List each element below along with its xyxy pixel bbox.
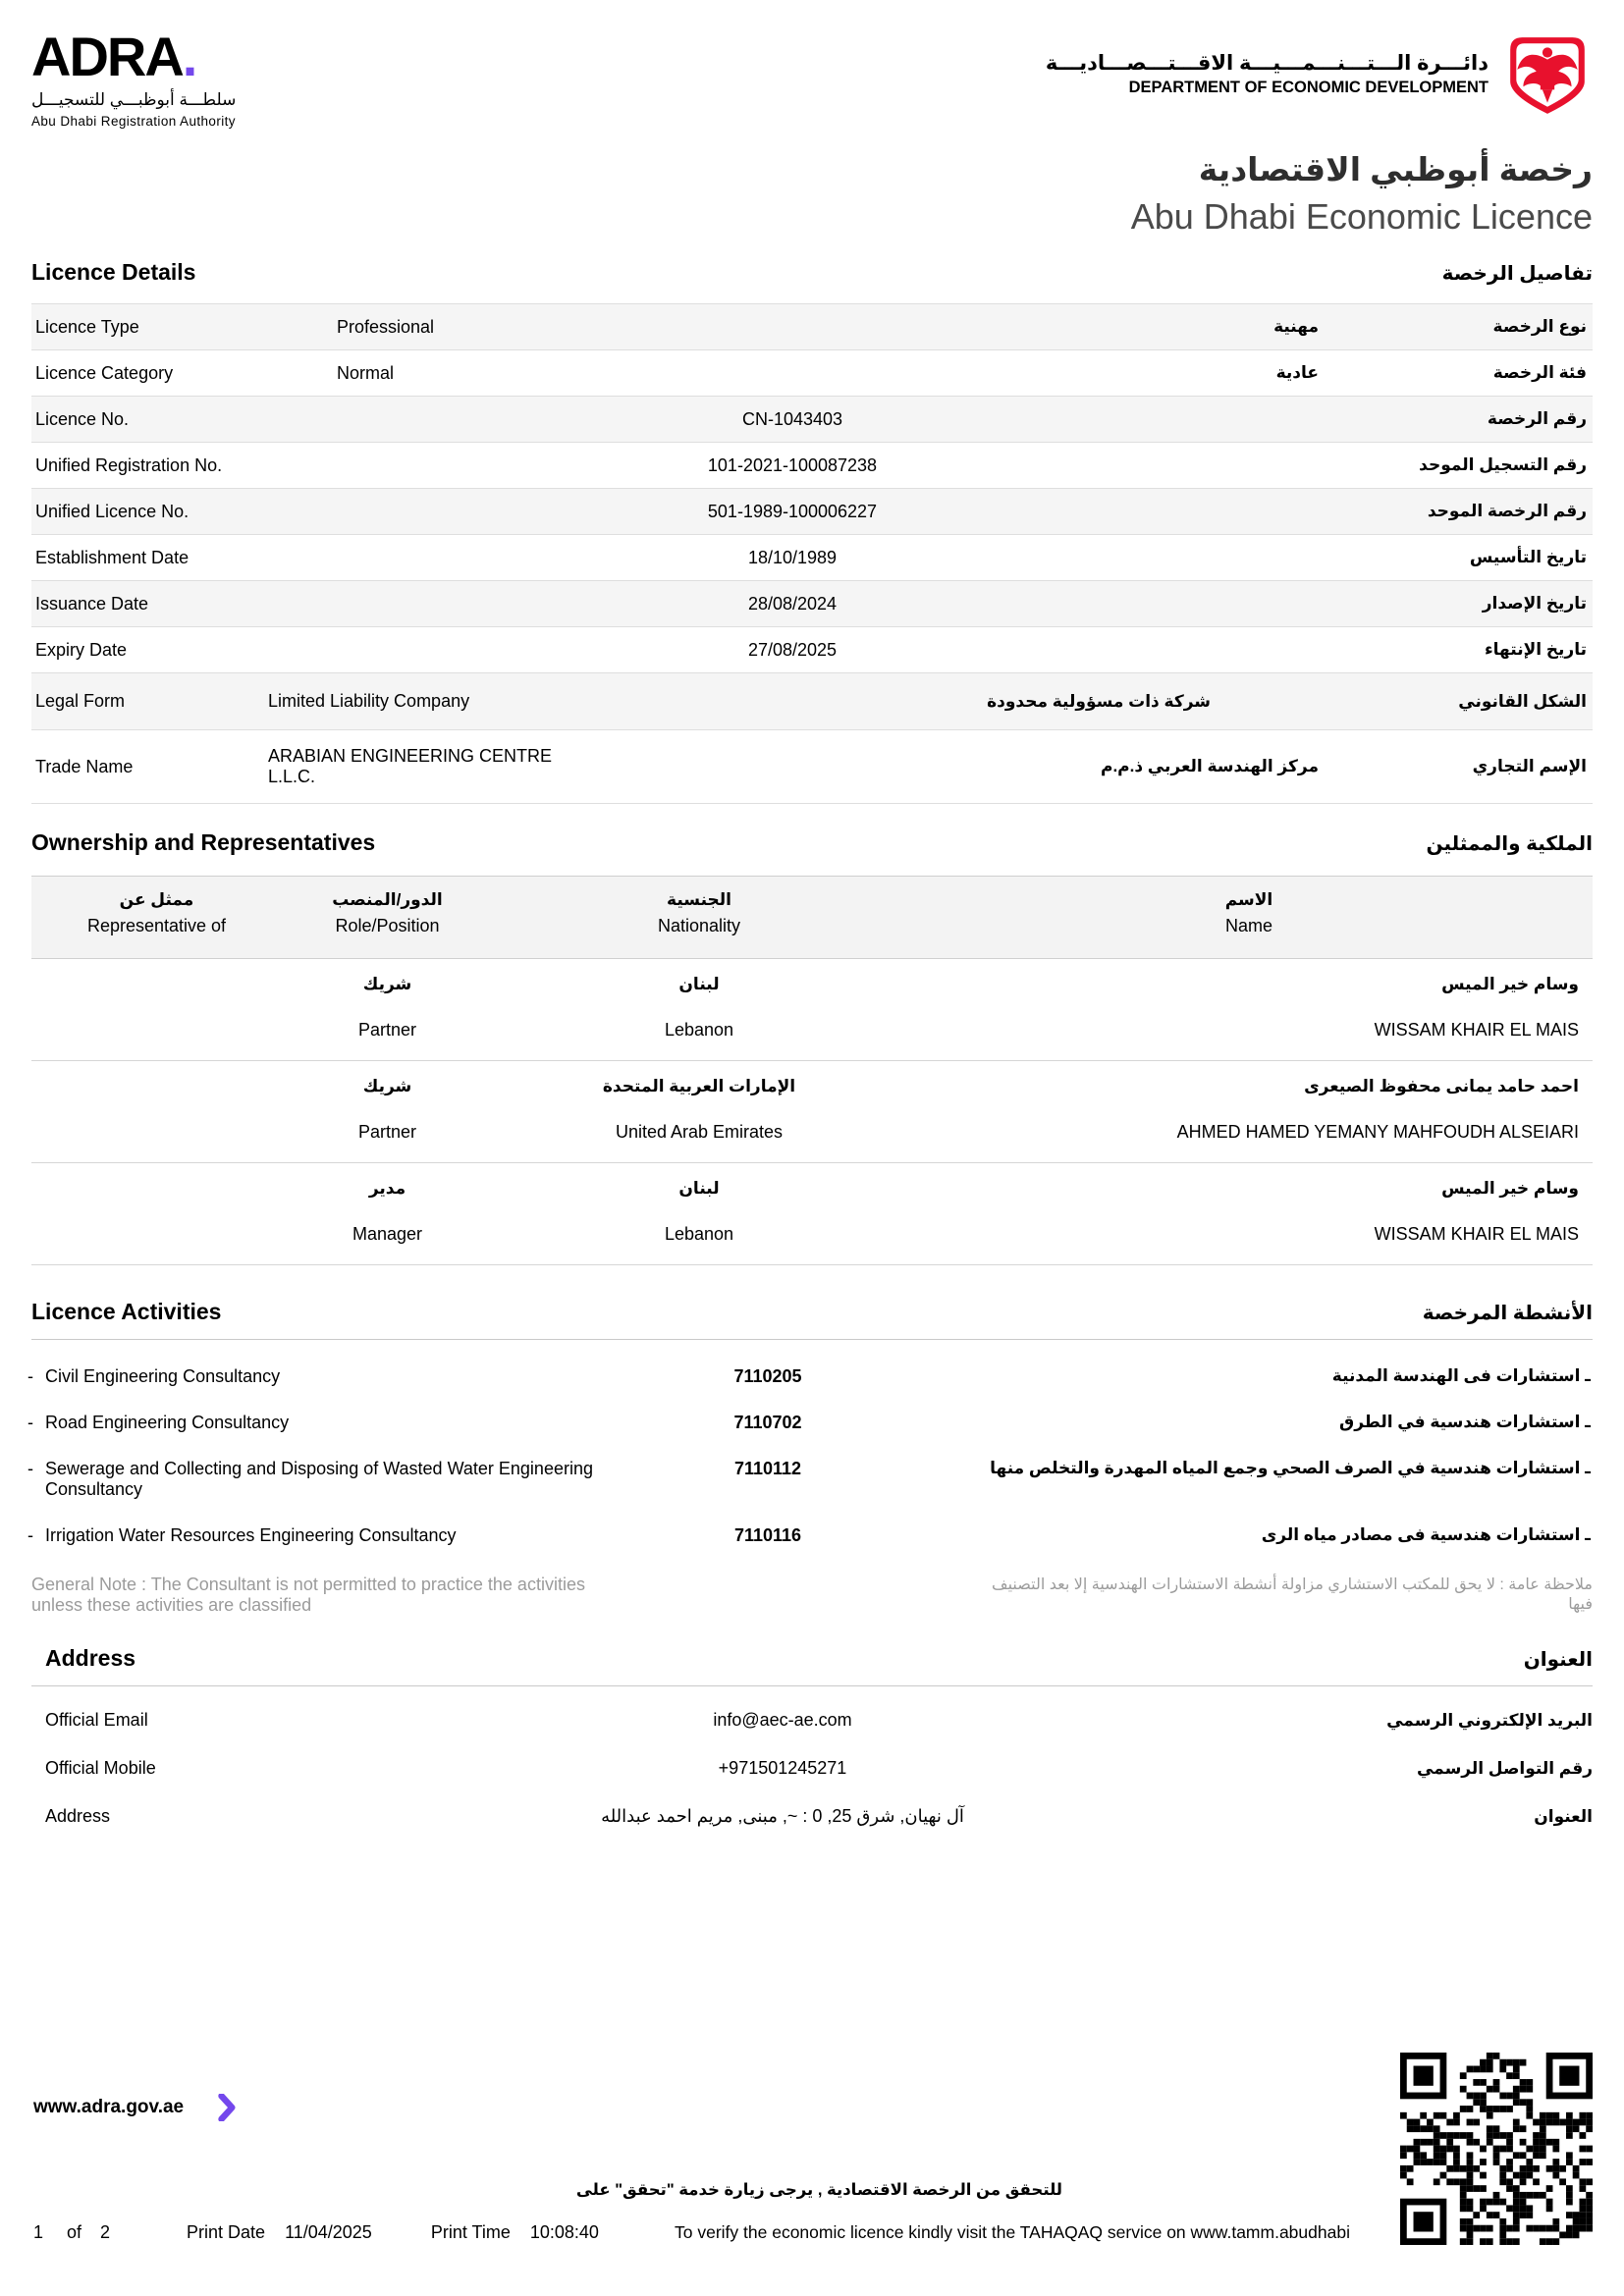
section-title-en: Licence Details (31, 259, 196, 285)
table-row (31, 1744, 1593, 1792)
section-title-ar: الملكية والممثلين (1426, 833, 1593, 855)
col-header-en: Representative of (86, 916, 227, 935)
licence-details-heading (31, 259, 1593, 286)
col-header-en: Role/Position (335, 916, 440, 935)
row-label-ar: تاريخ الإنتهاء (1484, 640, 1587, 659)
title-arabic: رخصة أبوظبي الاقتصادية (1198, 151, 1593, 187)
abu-dhabi-emblem-icon (1502, 29, 1593, 120)
table-row (31, 442, 1593, 488)
activity-en: - Civil Engineering Consultancy (31, 1366, 621, 1387)
cell-role: شريك Partner (357, 1077, 417, 1142)
document-header (31, 26, 1593, 129)
verify-text-en: To verify the economic licence kindly visit the TAHAQAQ service on www.tamm.abudhabi (675, 2222, 1350, 2242)
licence-details-section (31, 259, 1593, 804)
row-label-en: Legal Form (35, 691, 126, 711)
column-header-representative (31, 890, 282, 936)
activity-ar: ـ استشارات هندسية فى مصادر مياه الرى (915, 1525, 1593, 1545)
list-item (31, 1513, 1593, 1559)
row-value: 28/08/2024 (747, 593, 838, 614)
row-label-en: Establishment Date (35, 547, 189, 567)
adra-word: ADRA (31, 26, 183, 87)
col-header-en: Name (1224, 916, 1272, 935)
activity-en: - Irrigation Water Resources Engineering Consultancy (31, 1525, 621, 1546)
page-of-label: of (67, 2222, 82, 2242)
list-item (31, 1354, 1593, 1400)
row-label-ar: فئة الرخصة (1492, 363, 1587, 382)
row-label-ar: تاريخ الإصدار (1482, 594, 1587, 613)
verify-text-ar: للتحقق من الرخصة الاقتصادية , يرجى زيارة خدمة "تحقق" على (575, 2181, 1062, 2199)
address-heading (31, 1645, 1593, 1686)
website-line (33, 2094, 239, 2121)
page-count: 2 (100, 2222, 111, 2242)
row-value-ar: مهنية (1273, 317, 1319, 336)
table-row (31, 534, 1593, 580)
row-value: 18/10/1989 (747, 547, 838, 567)
cell-representative (31, 1179, 282, 1245)
row-label-ar: رقم التواصل الرسمي (1416, 1758, 1593, 1778)
row-value: info@aec-ae.com (713, 1710, 852, 1730)
table-row (31, 1696, 1593, 1744)
table-row (31, 672, 1593, 729)
row-value-en: Professional (337, 316, 435, 337)
table-row (31, 488, 1593, 534)
adra-wordmark (31, 26, 236, 87)
row-value-en: ARABIAN ENGINEERING CENTRE L.L.C. (268, 746, 553, 786)
row-label-en: Unified Licence No. (35, 501, 189, 521)
page-number: 1 (33, 2222, 44, 2242)
row-value-en: Limited Liability Company (268, 691, 470, 711)
ded-arabic-name: دائـــرة الـــتـــنـــمـــيـــة الاقـــتـــصـــاديـــة (1045, 52, 1489, 75)
cell-representative (31, 1077, 282, 1143)
section-title-en: Licence Activities (31, 1299, 222, 1324)
title-english: Abu Dhabi Economic Licence (1130, 196, 1593, 237)
row-value: 101-2021-100087238 (707, 454, 878, 475)
table-row (31, 303, 1593, 349)
table-row (31, 580, 1593, 626)
note-ar: ملاحظة عامة : لا يحق للمكتب الاستشاري مزاولة أنشطة الاستشارات الهندسية إلا بعد التصنيف فيها (992, 1576, 1593, 1613)
ownership-section (31, 829, 1593, 1265)
general-note (31, 1575, 1593, 1616)
table-row (31, 1792, 1593, 1841)
activity-en: - Sewerage and Collecting and Disposing of Wasted Water Engineering Consultancy (31, 1459, 621, 1500)
row-label-ar: العنوان (1534, 1806, 1593, 1826)
activity-code: 7110112 (733, 1459, 802, 1478)
adra-english-name: Abu Dhabi Registration Authority (31, 114, 236, 129)
col-header-en: Nationality (657, 916, 741, 935)
chevron-right-icon (217, 2094, 239, 2121)
website-url: www.adra.gov.ae (33, 2097, 185, 2117)
document-title (31, 150, 1593, 238)
table-row (31, 349, 1593, 396)
row-label-ar: رقم التسجيل الموحد (1419, 455, 1587, 474)
row-value-ar: مركز الهندسة العربي ذ.م.م (1100, 757, 1319, 775)
cell-name: وسام خير الميس WISSAM KHAIR EL MAIS (1374, 975, 1579, 1040)
cell-name: احمد حامد يمانى محفوظ الصيعرى AHMED HAMED YEMANY MAHFOUDH ALSEIARI (1176, 1077, 1579, 1142)
row-label-en: Expiry Date (35, 639, 128, 660)
section-title-ar: الأنشطة المرخصة (1422, 1303, 1593, 1324)
print-date-value: 11/04/2025 (285, 2222, 372, 2242)
row-label-en: Official Mobile (45, 1758, 156, 1778)
activity-ar: ـ استشارات فى الهندسة المدنية (915, 1366, 1593, 1386)
ded-logo (1046, 29, 1593, 120)
row-label-en: Address (45, 1806, 111, 1826)
col-header-ar: الجنسية (667, 890, 731, 909)
section-title-ar: تفاصيل الرخصة (1441, 263, 1593, 285)
cell-nationality: الإمارات العربية المتحدة United Arab Emirates (602, 1077, 796, 1142)
row-value: 501-1989-100006227 (707, 501, 878, 521)
row-label-ar: الإسم التجاري (1472, 757, 1587, 775)
row-value-en: Normal (337, 362, 395, 383)
col-header-ar: الدور/المنصب (332, 890, 443, 909)
cell-nationality: لبنان Lebanon (664, 975, 734, 1040)
licence-details-rows (31, 303, 1593, 804)
row-label-en: Licence Category (35, 362, 174, 383)
table-row (31, 1061, 1593, 1163)
activity-en: - Road Engineering Consultancy (31, 1413, 621, 1433)
row-value: 27/08/2025 (747, 639, 838, 660)
col-header-ar: الاسم (1224, 890, 1273, 909)
activities-heading (31, 1299, 1593, 1340)
list-item (31, 1446, 1593, 1513)
row-value-ar: عادية (1275, 363, 1319, 382)
print-time-value: 10:08:40 (529, 2222, 599, 2242)
cell-role: شريك Partner (357, 975, 417, 1040)
section-title-en: Address (45, 1645, 136, 1671)
activity-ar: ـ استشارات هندسية في الطرق (915, 1413, 1593, 1432)
ownership-heading (31, 829, 1593, 856)
ownership-table (31, 876, 1593, 1265)
cell-representative (31, 975, 282, 1041)
cell-nationality: لبنان Lebanon (664, 1179, 734, 1244)
row-label-ar: نوع الرخصة (1492, 317, 1587, 336)
row-value: CN-1043403 (741, 408, 843, 429)
column-header-name (905, 890, 1593, 936)
activity-code: 7110205 (733, 1366, 802, 1386)
section-title-ar: العنوان (1523, 1649, 1593, 1671)
adra-arabic-name: سلطـــة أبوظبـــي للتسجيـــل (31, 90, 237, 109)
table-row (31, 959, 1593, 1061)
table-row (31, 396, 1593, 442)
row-label-en: Issuance Date (35, 593, 149, 614)
document-footer (31, 2053, 1593, 2261)
row-label-ar: رقم الرخصة (1487, 409, 1587, 428)
table-row (31, 626, 1593, 672)
row-label-en: Licence Type (35, 316, 139, 337)
table-row (31, 729, 1593, 804)
row-label-en: Official Email (45, 1710, 148, 1730)
row-label-ar: رقم الرخصة الموحد (1427, 502, 1587, 520)
activity-ar: ـ استشارات هندسية في الصرف الصحي وجمع المياه المهدرة والتخلص منها (990, 1459, 1593, 1478)
adra-dot-icon: . (182, 26, 196, 87)
page-info-line (33, 2222, 599, 2243)
adra-logo (31, 26, 237, 129)
section-title-en: Ownership and Representatives (31, 829, 376, 855)
col-header-ar: ممثل عن (119, 890, 194, 909)
address-section (31, 1645, 1593, 1841)
ded-text (1046, 51, 1489, 97)
row-label-en: Licence No. (35, 408, 130, 429)
row-value: آل نهيان, شرق 25, 0 : ~, مبنى, مريم احمد عبدالله (601, 1806, 964, 1826)
row-label-ar: البريد الإلكتروني الرسمي (1386, 1710, 1593, 1730)
table-row (31, 1163, 1593, 1265)
row-label-ar: تاريخ التأسيس (1469, 548, 1587, 566)
row-label-en: Trade Name (35, 756, 134, 776)
list-item (31, 1400, 1593, 1446)
cell-role: مدير Manager (352, 1179, 423, 1244)
ownership-table-header (31, 876, 1593, 959)
print-time-label: Print Time (430, 2222, 511, 2242)
row-value: +971501245271 (718, 1758, 847, 1778)
row-label-ar: الشكل القانوني (1458, 691, 1587, 711)
row-value-ar: شركة ذات مسؤولية محدودة (987, 691, 1211, 711)
activities-list (31, 1354, 1593, 1559)
print-date-label: Print Date (187, 2222, 266, 2242)
cell-name: وسام خير الميس WISSAM KHAIR EL MAIS (1374, 1179, 1579, 1244)
column-header-nationality (493, 890, 905, 936)
activities-section (31, 1299, 1593, 1616)
ded-english-name: DEPARTMENT OF ECONOMIC DEVELOPMENT (1128, 79, 1489, 96)
column-header-role (282, 890, 493, 936)
qr-code (1400, 2053, 1593, 2245)
activity-code: 7110116 (733, 1525, 802, 1545)
activity-code: 7110702 (733, 1413, 802, 1432)
address-rows (31, 1696, 1593, 1841)
note-en: General Note : The Consultant is not permitted to practice the activities unless these activities are classified (31, 1575, 585, 1615)
row-label-en: Unified Registration No. (35, 454, 223, 475)
